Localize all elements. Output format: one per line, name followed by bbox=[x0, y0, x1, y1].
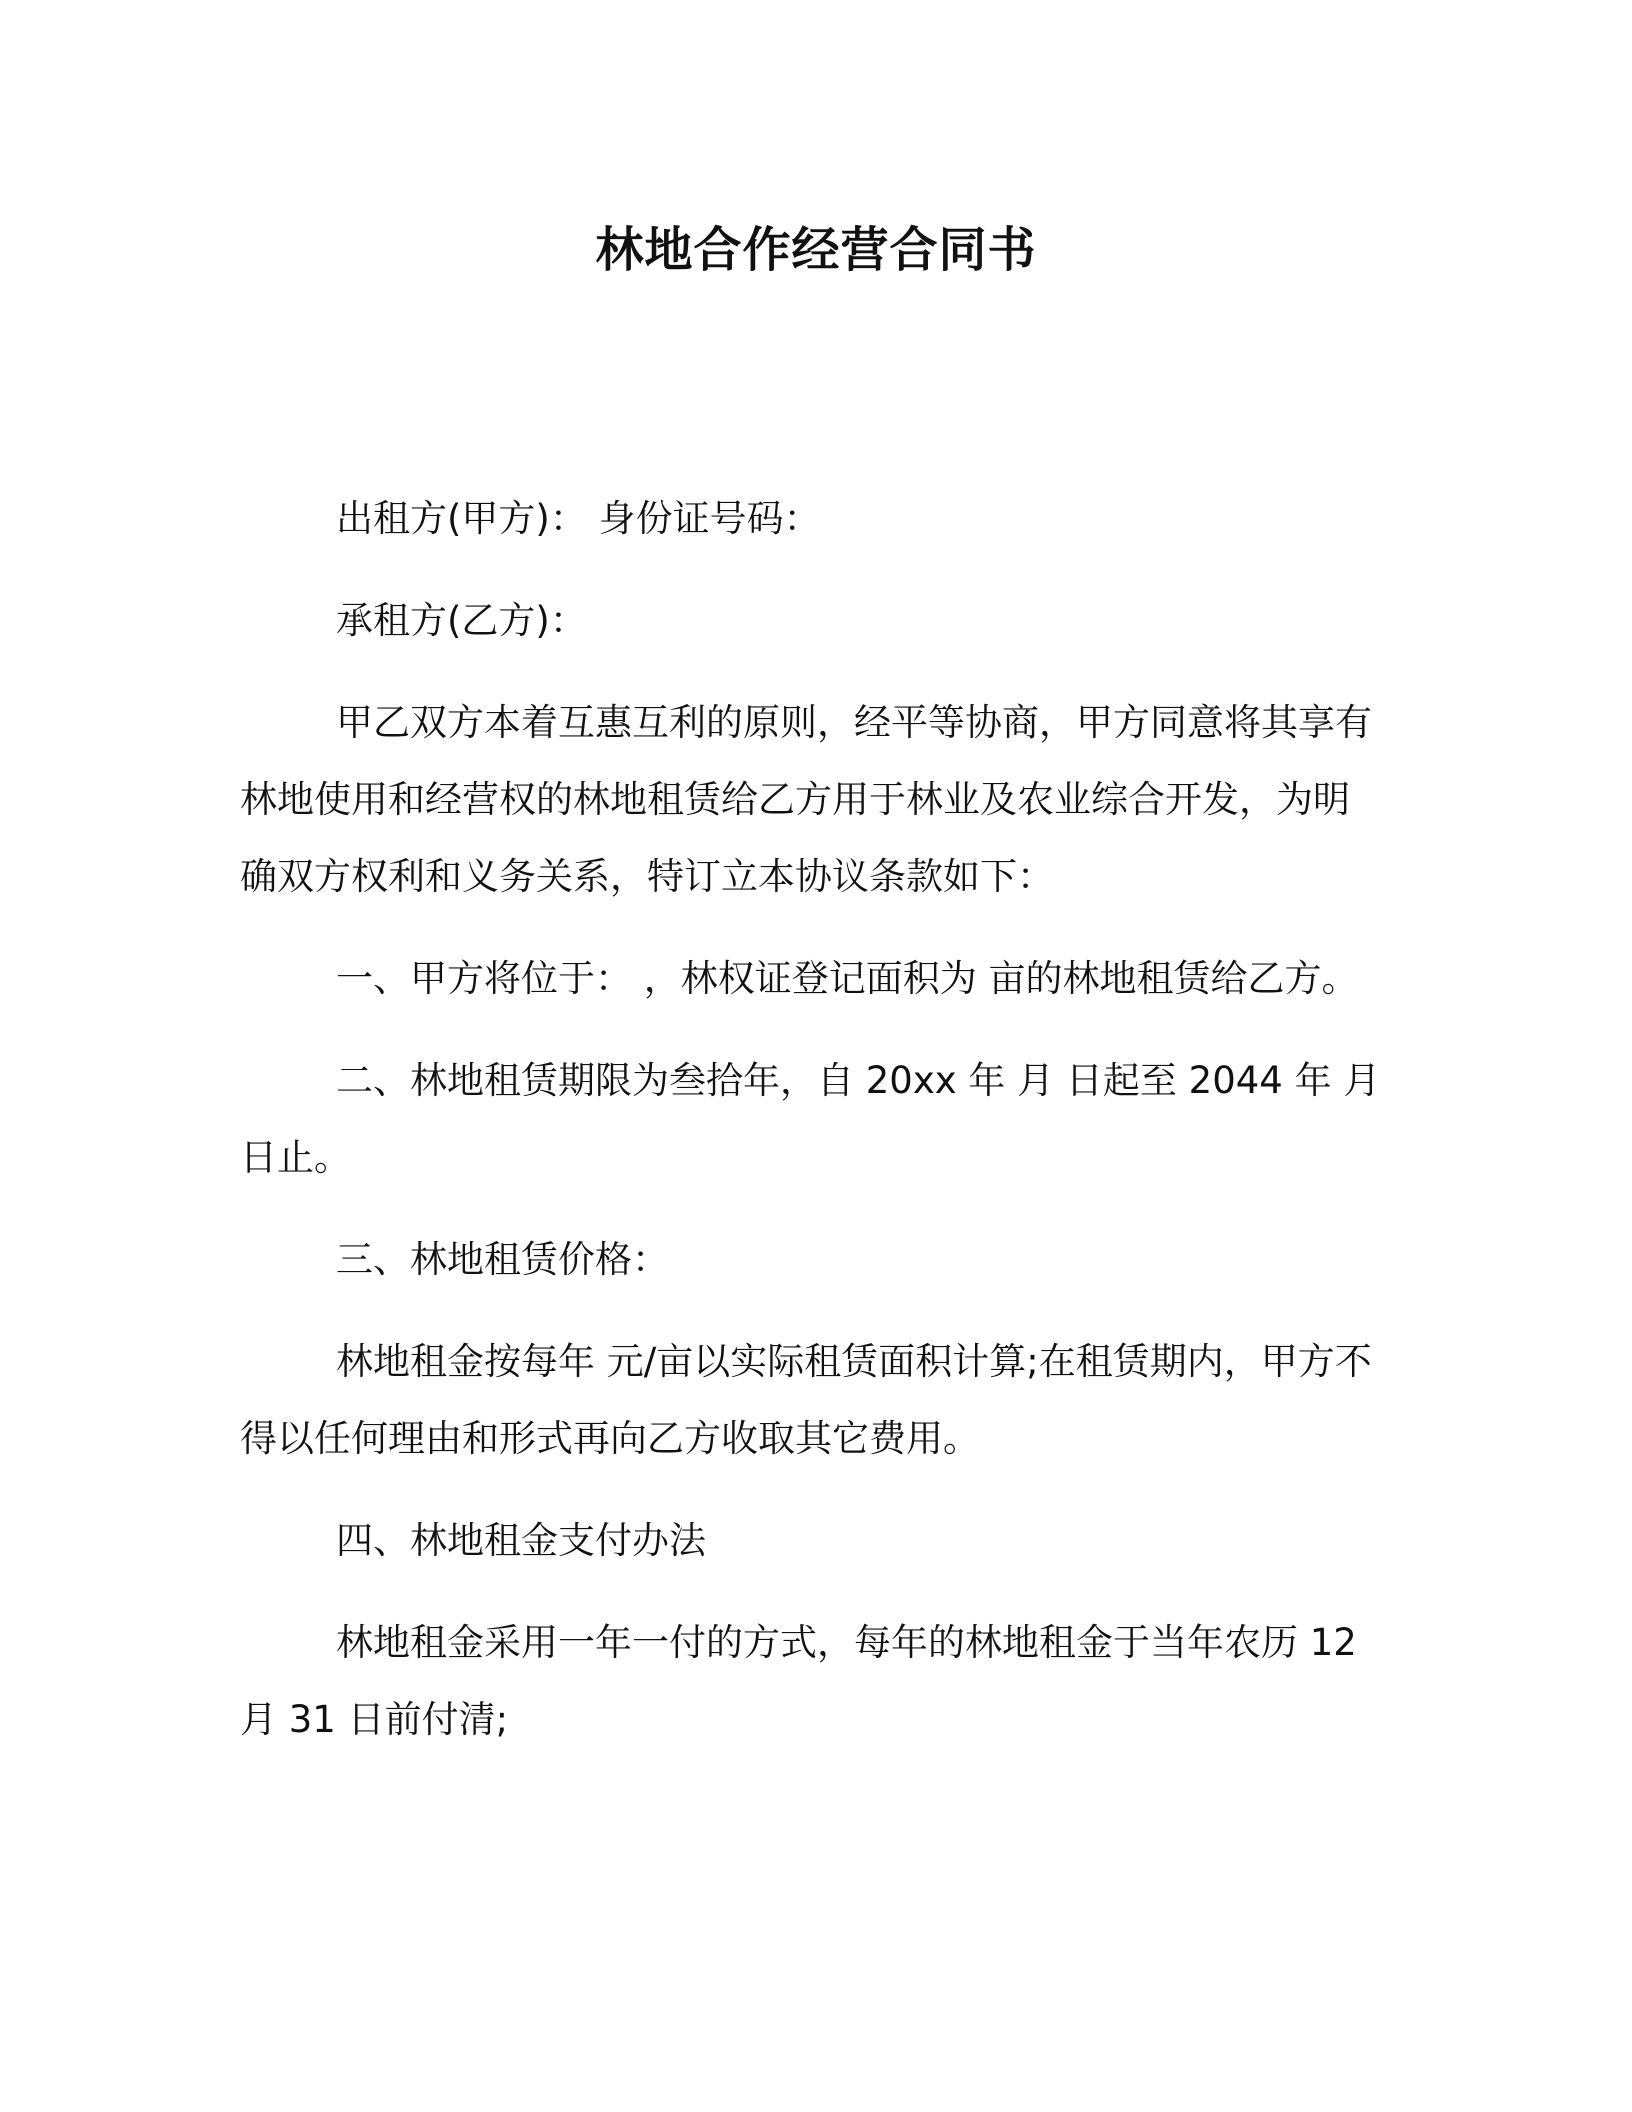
clause-1: 一、甲方将位于： ，林权证登记面积为 亩的林地租赁给乙方。 bbox=[336, 957, 1359, 1000]
preamble-paragraph: 甲乙双方本着互惠互利的原则，经平等协商，甲方同意将其享有林地使用和经营权的林地租赁给乙方用于林业及农业综合开发，为明确双方权利和义务关系，特订立本协议条款如下： bbox=[240, 701, 1372, 898]
clause-4-heading: 四、林地租金支付办法 bbox=[336, 1519, 706, 1562]
document-body bbox=[240, 480, 1385, 1783]
clause-2: 二、林地租赁期限为叁拾年，自 20xx 年 月 日起至 2044 年 月 日止。 bbox=[240, 1059, 1381, 1179]
document-title: 林地合作经营合同书 bbox=[595, 222, 1037, 278]
clause-3-body: 林地租金按每年 元/亩以实际租赁面积计算;在租赁期内，甲方不得以任何理由和形式再向乙方收取其它费用。 bbox=[240, 1340, 1372, 1460]
lessor-line: 出租方(甲方)： 身份证号码： bbox=[336, 497, 821, 540]
clause-3-heading: 三、林地租赁价格： bbox=[336, 1238, 669, 1281]
clause-4-body: 林地租金采用一年一付的方式，每年的林地租金于当年农历 12 月 31 日前付清; bbox=[240, 1621, 1357, 1741]
lessee-line: 承租方(乙方)： bbox=[336, 599, 587, 642]
